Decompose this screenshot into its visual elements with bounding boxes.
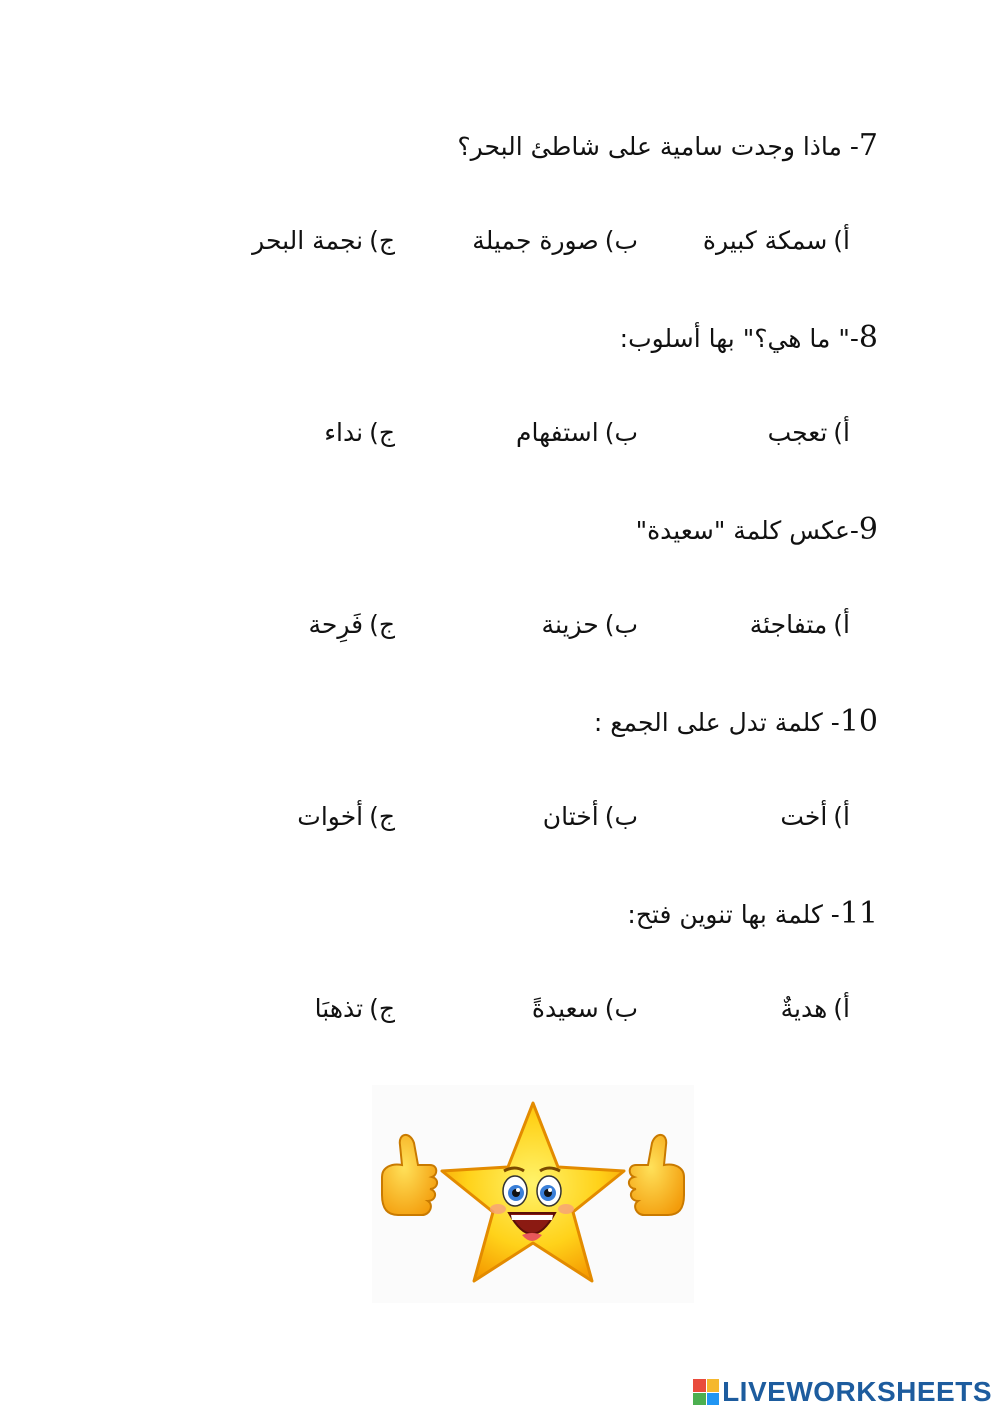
option-letter: ب) (604, 610, 638, 639)
option-text: فَرِحة (308, 610, 364, 639)
option-letter: ج) (369, 994, 395, 1023)
option-text: استفهام (516, 418, 599, 447)
option-letter: أ) (833, 418, 850, 447)
option-letter: ج) (369, 418, 395, 447)
question-number: 10 (839, 704, 878, 739)
question-text: - ماذا وجدت سامية على شاطئ البحر؟ (457, 132, 859, 161)
option-letter: أ) (833, 226, 850, 255)
option-text: نداء (324, 418, 364, 447)
right-thumb-icon (629, 1135, 684, 1215)
option-b[interactable] (472, 226, 638, 255)
option-a[interactable] (750, 610, 850, 639)
option-text: أخت (780, 802, 828, 831)
question-number: 9 (858, 512, 878, 547)
option-text: صورة جميلة (472, 226, 599, 255)
question-text: -" ما هي؟" بها أسلوب: (619, 324, 859, 353)
logo-mark-icon (693, 1379, 719, 1405)
question-text: -عكس كلمة "سعيدة" (635, 516, 859, 545)
left-thumb-icon (382, 1135, 437, 1215)
option-text: تذهبَا (314, 994, 364, 1023)
liveworksheets-logo[interactable] (693, 1377, 992, 1407)
option-a[interactable] (703, 226, 850, 255)
option-letter: ب) (604, 994, 638, 1023)
question-8 (620, 320, 878, 355)
smiling-star-thumbs-up-icon (372, 1085, 694, 1303)
option-text: نجمة البحر (252, 226, 364, 255)
option-c[interactable] (324, 418, 395, 447)
brand-text: LIVEWORKSHEETS (722, 1376, 992, 1407)
option-text: أختان (542, 802, 599, 831)
option-b[interactable] (516, 418, 638, 447)
option-c[interactable] (252, 226, 395, 255)
option-letter: ج) (369, 226, 395, 255)
question-number: 8 (858, 320, 878, 355)
option-text: سعيدةً (531, 994, 599, 1023)
question-9 (636, 512, 878, 547)
question-7 (457, 128, 878, 163)
option-text: متفاجئة (749, 610, 828, 639)
question-number: 11 (839, 896, 878, 931)
option-b[interactable] (542, 610, 638, 639)
option-text: سمكة كبيرة (702, 226, 828, 255)
option-b[interactable] (543, 802, 638, 831)
option-letter: أ) (833, 610, 850, 639)
option-a[interactable] (781, 994, 850, 1023)
question-10 (594, 704, 878, 739)
option-text: حزينة (541, 610, 599, 639)
option-letter: أ) (833, 994, 850, 1023)
option-letter: ب) (604, 802, 638, 831)
option-a[interactable] (780, 802, 850, 831)
question-text: - كلمة بها تنوين فتح: (627, 900, 840, 929)
option-b[interactable] (532, 994, 638, 1023)
option-letter: ب) (604, 418, 638, 447)
option-letter: أ) (833, 802, 850, 831)
option-letter: ج) (369, 610, 395, 639)
option-letter: ج) (369, 802, 395, 831)
question-number: 7 (858, 128, 878, 163)
option-text: أخوات (297, 802, 364, 831)
option-a[interactable] (768, 418, 850, 447)
option-c[interactable] (315, 994, 395, 1023)
option-c[interactable] (297, 802, 395, 831)
option-letter: ب) (604, 226, 638, 255)
question-text: - كلمة تدل على الجمع : (593, 708, 840, 737)
option-text: تعجب (767, 418, 828, 447)
option-text: هديةٌ (780, 994, 828, 1023)
option-c[interactable] (308, 610, 395, 639)
question-11 (627, 896, 878, 931)
